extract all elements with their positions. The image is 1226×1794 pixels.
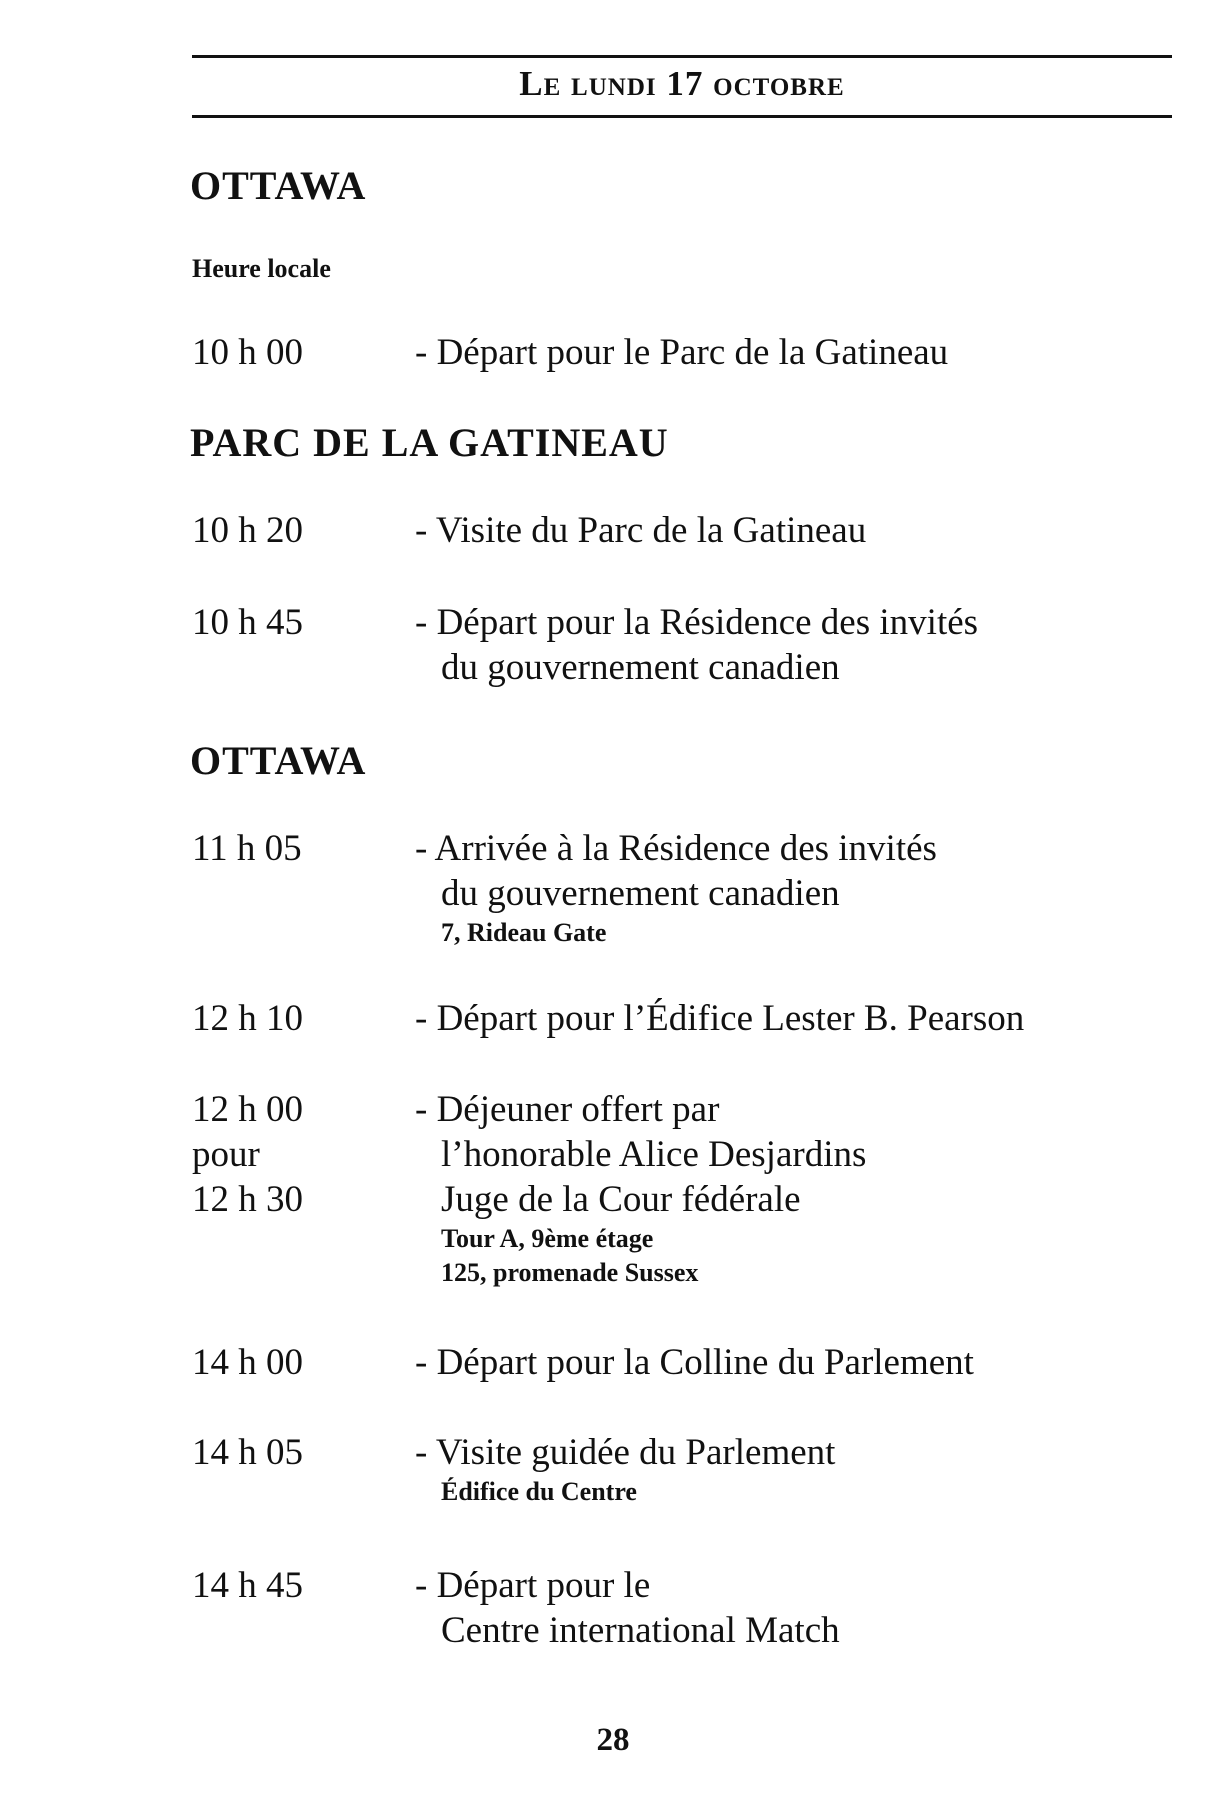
page-number: 28 xyxy=(596,1722,630,1758)
entry-description xyxy=(415,1087,1195,1290)
desc-line: du gouvernement canadien xyxy=(441,647,840,688)
page-title: Le lundi 17 octobre xyxy=(519,64,845,103)
address-line: Édifice du Centre xyxy=(441,1477,637,1506)
desc-line: - Visite du Parc de la Gatineau xyxy=(415,510,867,551)
entry-time xyxy=(192,330,402,375)
time-line: 14 h 45 xyxy=(192,1565,303,1606)
city-heading: OTTAWA xyxy=(190,163,367,208)
time-line: 12 h 30 xyxy=(192,1179,303,1220)
desc-line: Juge de la Cour fédérale xyxy=(441,1179,801,1220)
time-line: 11 h 05 xyxy=(192,828,302,869)
desc-line: Centre international Match xyxy=(441,1610,840,1651)
address-line: 7, Rideau Gate xyxy=(441,918,607,947)
entry-time xyxy=(192,1340,402,1385)
entry-description xyxy=(415,996,1195,1041)
entry-time xyxy=(192,1563,402,1608)
time-line: 12 h 10 xyxy=(192,998,303,1039)
entry-time xyxy=(192,1430,402,1475)
time-line: 10 h 20 xyxy=(192,510,303,551)
time-line: 12 h 00 xyxy=(192,1089,303,1130)
entry-time xyxy=(192,1087,402,1222)
entry-time xyxy=(192,826,402,871)
entry-time xyxy=(192,996,402,1041)
entry-time xyxy=(192,600,402,645)
entry-description xyxy=(415,826,1195,950)
desc-line: - Départ pour le Parc de la Gatineau xyxy=(415,332,949,373)
time-note: Heure locale xyxy=(192,254,331,283)
time-line: 10 h 45 xyxy=(192,602,303,643)
desc-line: du gouvernement canadien xyxy=(441,873,840,914)
time-line: 10 h 00 xyxy=(192,332,303,373)
time-line: pour xyxy=(192,1134,260,1175)
header-rule-top xyxy=(192,55,1172,58)
entry-time xyxy=(192,508,402,553)
desc-line: l’honorable Alice Desjardins xyxy=(441,1134,867,1175)
entry-description xyxy=(415,330,1195,375)
desc-line: - Départ pour le xyxy=(415,1565,651,1606)
address-line: 125, promenade Sussex xyxy=(441,1258,699,1287)
entry-description xyxy=(415,600,1195,690)
time-line: 14 h 05 xyxy=(192,1432,303,1473)
entry-description xyxy=(415,1430,1195,1509)
address-line: Tour A, 9ème étage xyxy=(441,1224,654,1253)
city-heading: OTTAWA xyxy=(190,738,367,783)
desc-line: - Déjeuner offert par xyxy=(415,1089,720,1130)
desc-line: - Arrivée à la Résidence des invités xyxy=(415,828,937,869)
entry-description xyxy=(415,1563,1195,1653)
desc-line: - Départ pour l’Édifice Lester B. Pearson xyxy=(415,998,1025,1039)
time-line: 14 h 00 xyxy=(192,1342,303,1383)
desc-line: - Visite guidée du Parlement xyxy=(415,1432,836,1473)
entry-description xyxy=(415,1340,1195,1385)
header-rule-bottom xyxy=(192,115,1172,118)
entry-description xyxy=(415,508,1195,553)
desc-line: - Départ pour la Résidence des invités xyxy=(415,602,979,643)
city-heading: PARC DE LA GATINEAU xyxy=(190,420,669,465)
desc-line: - Départ pour la Colline du Parlement xyxy=(415,1342,974,1383)
